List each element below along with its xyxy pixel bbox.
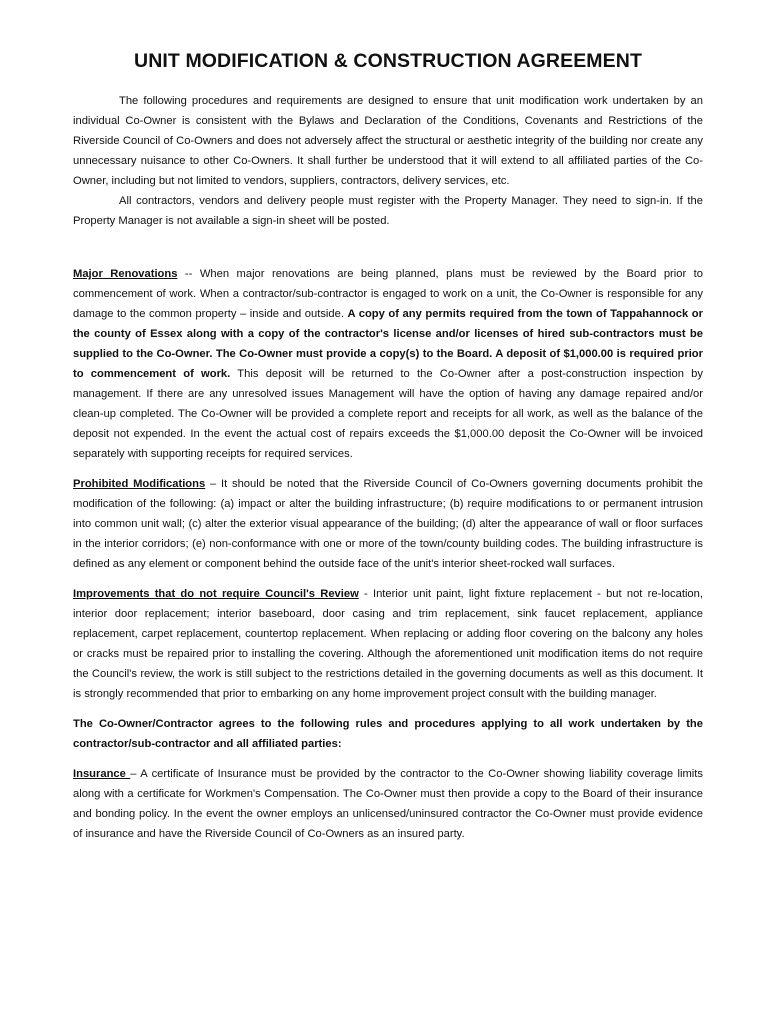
major-renovations-heading: Major Renovations [73, 268, 178, 280]
agreement-statement [73, 714, 703, 754]
sign-in-paragraph: All contractors, vendors and delivery people must register with the Property Manager. They need to sign-in. If the Property Manager is not available a sign-in sheet will be posted. [73, 195, 703, 227]
major-renovations-deposit-text: This deposit will be returned to the Co-Owner after a post-construction inspection by management. If there are any unresolved issues Management will have the option of having any damage repaired and/or clean-up completed. The Co-Owner will be provided a complete report and receipts for all work, as well as the balance of the deposit not expended. In the event the actual cost of repairs exceeds the $1,000.00 deposit the Co-Owner will be invoiced separately with supporting receipts for required services. [73, 368, 703, 460]
major-renovations-text: -- When major renovations are being planned, plans must be reviewed by the Board prior to commencement of work. When a contractor/sub-contractor is engaged to work on a unit, the Co-Owner is responsible for any damage to the common property – inside and outside. [73, 268, 703, 320]
improvements-text: - Interior unit paint, light fixture replacement - but not re-location, interior door replacement; interior baseboard, door casing and trim replacement, sink faucet replacement, appliance replacement, carpet replacement, countertop replacement. When replacing or adding floor covering on the balcony any holes or cracks must be repaired prior to installing the covering. Although the aforementioned unit modification items do not require the Council's review, the work is still subject to the restrictions detailed in the governing documents as well as this document. It is strongly recommended that prior to embarking on any home improvement project consult with the building manager. [73, 588, 703, 700]
insurance-section [73, 764, 703, 844]
major-renovations-section [73, 264, 703, 464]
insurance-heading: Insurance [73, 768, 131, 780]
prohibited-modifications-section [73, 474, 703, 574]
intro-paragraph: The following procedures and requirements are designed to ensure that unit modification work undertaken by an individual Co-Owner is consistent with the Bylaws and Declaration of the Conditions, Covenants and Restrictions of the Riverside Council of Co-Owners and does not adversely affect the structural or aesthetic integrity of the building nor create any unnecessary nuisance to other Co-Owners. It shall further be understood that it will extend to all affiliated parties of the Co-Owner, including but not limited to vendors, suppliers, contractors, delivery services, etc. [73, 95, 703, 187]
page-title: UNIT MODIFICATION & CONSTRUCTION AGREEMENT [134, 50, 642, 72]
major-renovations-bold-text: A copy of any permits required from the town of Tappahannock or the county of Essex along with a copy of the contractor's license and/or licenses of hired sub-contractors must be supplied to the Co-Owner. The Co-Owner must provide a copy(s) to the Board. A deposit of $1,000.00 is required prior to commencement of work. [73, 308, 703, 380]
improvements-section [73, 584, 703, 704]
prohibited-modifications-text: – It should be noted that the Riverside Council of Co-Owners governing documents prohibit the modification of the following: (a) impact or alter the building infrastructure; (b) require modifications to or permanent intrusion into common unit wall; (c) alter the exterior visual appearance of the building; (d) alter the appearance of wall or floor surfaces in the interior corridors; (e) non-conformance with one or more of the town/county building codes. The building infrastructure is defined as any element or component behind the outside face of the unit's interior sheet-rocked wall surfaces. [73, 478, 703, 570]
document-page [73, 50, 703, 844]
improvements-heading: Improvements that do not require Council's Review [73, 588, 359, 600]
agreement-text: The Co-Owner/Contractor agrees to the following rules and procedures applying to all work undertaken by the contractor/sub-contractor and all affiliated parties: [73, 718, 703, 750]
insurance-text: – A certificate of Insurance must be provided by the contractor to the Co-Owner showing liability coverage limits along with a certificate for Workmen's Compensation. The Co-Owner must then provide a copy to the Board of their insurance and bonding policy. In the event the owner employs an unlicensed/uninsured contractor the Co-Owner must provide evidence of insurance and have the Riverside Council of Co-Owners as an insured party. [73, 768, 703, 840]
prohibited-modifications-heading: Prohibited Modifications [73, 478, 206, 490]
